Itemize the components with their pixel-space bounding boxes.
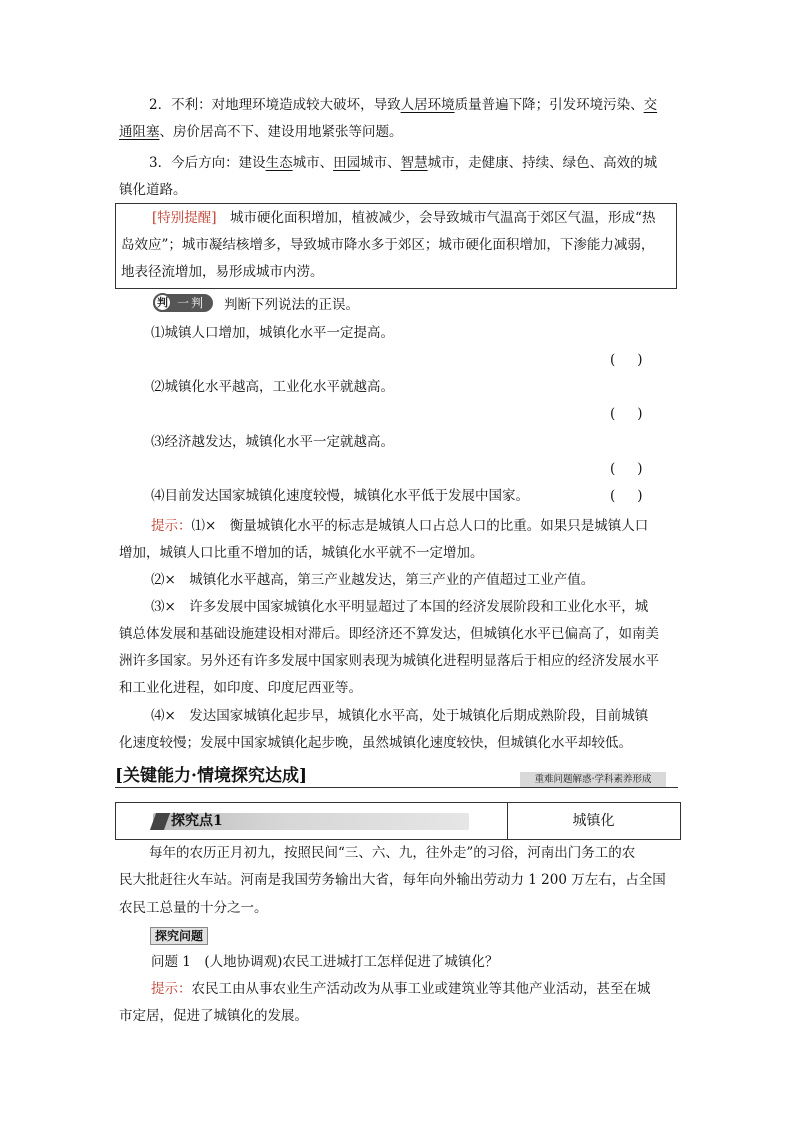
explore-point-label: 探究点1 [171,813,223,829]
answer-1-line1 [151,979,651,999]
special-box-line2: 岛效应”；城市凝结核增多，导致城市降水多于郊区；城市硬化面积增加，下渗能力减弱， [121,237,655,253]
judge-badge-char: 判 [153,293,172,312]
para3-text: 3．今后方向：建设 [149,155,266,171]
scenario-line3: 农民工总量的十分之一。 [119,900,268,916]
hint-text: ⑴× 衡量城镇化水平的标志是城镇人口占总人口的比重。如果只是城镇人口 [191,518,649,534]
hint-4-line1: ⑷× 发达国家城镇化起步早，城镇化水平高，处于城镇化后期成熟阶段，目前城镇 [151,708,649,724]
explore-point-topic: 城镇化 [572,813,615,829]
answer-paren-1: () [610,352,665,368]
hint-4-line2: 化速度较慢；发展中国家城镇化起步晚，虽然城镇化速度较快，但城镇化水平却较低。 [119,735,632,751]
para2-line1 [149,95,657,115]
para3-text: 城市、 [292,155,334,171]
para3-text: 城市、 [360,155,401,171]
underline-term: 田园 [333,155,361,171]
answer-text: 农民工由从事农业生产活动改为从事工业或建筑业等其他产业活动，甚至在城 [191,981,651,997]
answer-paren-4: () [610,488,665,504]
explore-point-box [115,802,681,840]
answer-1-line2: 市定居，促进了城镇化的发展。 [119,1008,308,1024]
section-heading: [关键能力·情境探究达成] [115,766,308,786]
hint-1-line1 [151,516,648,536]
underline-term: 人居环境 [400,97,455,113]
hint-3-line2: 镇总体发展和基础设施建设相对滞后。即经济还不算发达，但城镇化水平已偏高了，如南美 [119,626,659,642]
scenario-line1: 每年的农历正月初九，按照民间“三、六、九，往外走”的习俗，河南出门务工的农 [149,845,636,861]
explore-question-tag: 探究问题 [150,927,208,945]
section-divider [115,787,678,788]
judge-item-2: ⑵城镇化水平越高，工业化水平就越高。 [151,379,394,395]
para3-line1 [149,153,657,173]
para2-line2 [119,122,403,142]
para2-text: 质量普遍下降；引发环境污染、 [454,97,644,113]
special-box-text: 城市硬化面积增加，植被减少，会导致城市气温高于郊区气温，形成“热 [230,210,656,226]
judge-item-1: ⑴城镇人口增加，城镇化水平一定提高。 [151,325,394,341]
judge-instruction: 判断下列说法的正误。 [224,297,359,313]
underline-term: 通阻塞 [119,124,160,140]
para2-text: 、房价居高不下、建设用地紧张等问题。 [159,124,403,140]
answer-paren-2: () [610,406,665,422]
hint-1-line2: 增加，城镇人口比重不增加的话，城镇化水平就不一定增加。 [119,545,484,561]
underline-term: 交 [643,97,658,113]
special-box-line3: 地表径流增加，易形成城市内涝。 [121,264,324,280]
para2-text: 2．不利：对地理环境造成较大破坏，导致 [149,97,401,113]
hint-3-line1: ⑶× 许多发展中国家城镇化水平明显超过了本国的经济发展阶段和工业化水平，城 [151,599,649,615]
para3-line2: 镇化道路。 [119,182,187,198]
para3-text: 城市，走健康、持续、绿色、高效的城 [427,155,658,171]
judge-badge-text: 一判 [177,296,206,310]
tip-label: 提示： [151,518,192,534]
special-box-line1 [152,208,655,228]
tip-label: 提示： [151,981,192,997]
section-tag: 重难问题解惑·学科素养形成 [520,772,666,787]
question-1: 问题 1 (人地协调观)农民工进城打工怎样促进了城镇化？ [151,954,499,970]
judge-badge [153,294,213,312]
judge-item-3: ⑶经济越发达，城镇化水平一定就越高。 [151,434,394,450]
hint-2: ⑵× 城镇化水平越高，第三产业越发达，第三产业的产值超过工业产值。 [151,572,595,588]
underline-term: 智慧 [400,155,428,171]
answer-paren-3: () [610,461,665,477]
special-reminder-tag: [特别提醒] [152,210,217,226]
hint-3-line4: 和工业化进程，如印度、印度尼西亚等。 [119,680,362,696]
scenario-line2: 民大批赶往火车站。河南是我国劳务输出大省，每年向外输出劳动力 1 200 万左右，占全国 [119,872,666,888]
underline-term: 生态 [265,155,293,171]
hint-3-line3: 洲许多国家。另外还有许多发展中国家则表现为城镇化进程明显落后于相应的经济发展水平 [119,653,659,669]
judge-item-4: ⑷目前发达国家城镇化速度较慢，城镇化水平低于发展中国家。 [151,488,529,504]
